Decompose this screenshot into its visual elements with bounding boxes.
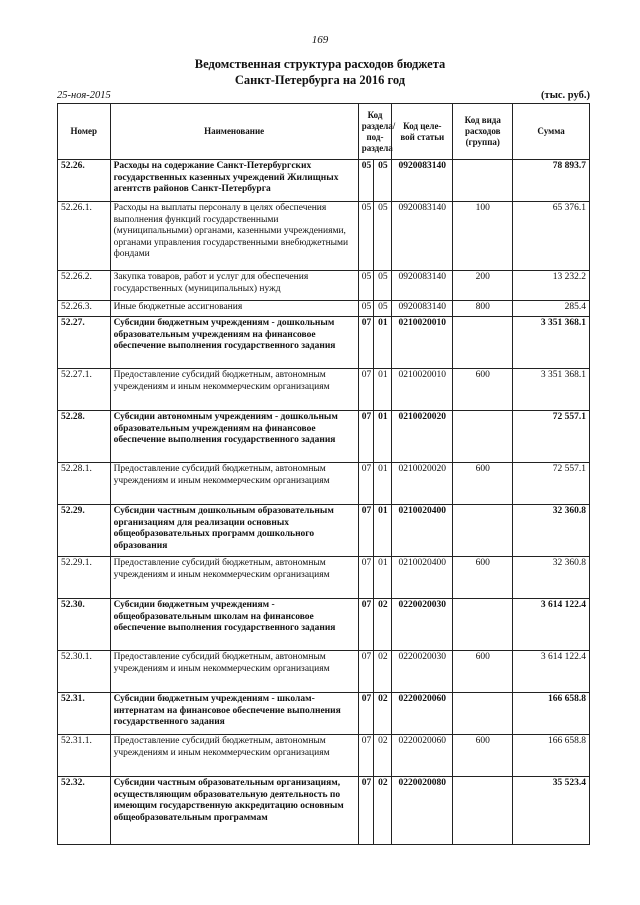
row-target: 0210020400 (392, 557, 453, 599)
row-number: 52.28.1. (58, 463, 111, 505)
row-number: 52.27.1. (58, 369, 111, 411)
title-line-2: Санкт-Петербурга на 2016 год (234, 73, 406, 87)
row-name: Расходы на содержание Санкт-Петербургских государственных казенных учреждений Жилищных агентств районов Санкт-Петербурга (110, 160, 358, 202)
row-type: 600 (453, 735, 513, 777)
row-name: Предоставление субсидий бюджетным, автономным учреждениям и иным некоммерческим организациям (110, 557, 358, 599)
row-sum: 72 557.1 (513, 411, 590, 463)
row-section: 07 (358, 369, 374, 411)
row-target: 0920083140 (392, 301, 453, 317)
row-name: Субсидии бюджетным учреждениям - школам-интернатам на финансовое обеспечение выполнения государственного задания (110, 693, 358, 735)
row-type: 600 (453, 651, 513, 693)
row-target: 0210020400 (392, 505, 453, 557)
row-number: 52.29. (58, 505, 111, 557)
table-row (58, 160, 590, 202)
row-section: 07 (358, 505, 374, 557)
header-sum: Сумма (513, 104, 590, 160)
row-name: Субсидии автономным учреждениям - дошкольным образовательным учреждениям на финансовое обеспечение выполнения государственного задания (110, 411, 358, 463)
row-number: 52.28. (58, 411, 111, 463)
row-target: 0220020030 (392, 651, 453, 693)
table-body (58, 160, 590, 845)
row-section: 07 (358, 411, 374, 463)
row-number: 52.31. (58, 693, 111, 735)
row-number: 52.32. (58, 777, 111, 845)
row-section: 07 (358, 463, 374, 505)
row-subsection: 05 (374, 160, 392, 202)
row-subsection: 01 (374, 557, 392, 599)
row-name: Предоставление субсидий бюджетным, автономным учреждениям и иным некоммерческим организациям (110, 735, 358, 777)
table-row (58, 651, 590, 693)
row-target: 0220020060 (392, 735, 453, 777)
row-subsection: 02 (374, 777, 392, 845)
row-sum: 166 658.8 (513, 735, 590, 777)
header-type: Код вида расходов (группа) (453, 104, 513, 160)
table-row (58, 317, 590, 369)
row-name: Закупка товаров, работ и услуг для обеспечения государственных (муниципальных) нужд (110, 271, 358, 301)
row-type (453, 317, 513, 369)
row-section: 05 (358, 301, 374, 317)
header-target: Код целе- вой статьи (392, 104, 453, 160)
row-sum: 65 376.1 (513, 202, 590, 271)
row-target: 0210020010 (392, 317, 453, 369)
table-row (58, 735, 590, 777)
row-target: 0920083140 (392, 271, 453, 301)
row-sum: 32 360.8 (513, 505, 590, 557)
row-target: 0220020080 (392, 777, 453, 845)
row-subsection: 05 (374, 202, 392, 271)
row-sum: 78 893.7 (513, 160, 590, 202)
row-number: 52.26.3. (58, 301, 111, 317)
row-subsection: 01 (374, 411, 392, 463)
table-row (58, 202, 590, 271)
row-type: 600 (453, 463, 513, 505)
row-sum: 72 557.1 (513, 463, 590, 505)
row-section: 07 (358, 557, 374, 599)
row-type: 100 (453, 202, 513, 271)
row-type: 600 (453, 557, 513, 599)
row-subsection: 05 (374, 271, 392, 301)
row-number: 52.26.2. (58, 271, 111, 301)
row-name: Субсидии частным дошкольным образовательным организациям для реализации основных общеобразовательных программ дошкольного образования (110, 505, 358, 557)
row-number: 52.30.1. (58, 651, 111, 693)
row-name: Субсидии частным образовательным организациям, осуществляющим образовательную деятельность по имеющим государственную аккредитацию основным общеобразовательным программам (110, 777, 358, 845)
row-type (453, 160, 513, 202)
row-section: 07 (358, 735, 374, 777)
table-row (58, 777, 590, 845)
header-number: Номер (58, 104, 111, 160)
row-name: Субсидии бюджетным учреждениям - дошкольным образовательным учреждениям на финансовое обеспечение выполнения государственного задания (110, 317, 358, 369)
table-row (58, 301, 590, 317)
row-sum: 32 360.8 (513, 557, 590, 599)
row-target: 0210020020 (392, 463, 453, 505)
row-subsection: 02 (374, 735, 392, 777)
row-section: 05 (358, 160, 374, 202)
row-section: 07 (358, 317, 374, 369)
row-number: 52.30. (58, 599, 111, 651)
row-type (453, 777, 513, 845)
row-target: 0920083140 (392, 202, 453, 271)
document-date: 25-ноя-2015 (57, 90, 111, 101)
header-name: Наименование (110, 104, 358, 160)
row-subsection: 01 (374, 369, 392, 411)
row-target: 0220020030 (392, 599, 453, 651)
table-row (58, 693, 590, 735)
row-sum: 3 614 122.4 (513, 651, 590, 693)
row-type: 200 (453, 271, 513, 301)
row-name: Предоставление субсидий бюджетным, автономным учреждениям и иным некоммерческим организациям (110, 463, 358, 505)
header-section: Код раздела/ под- раздела (358, 104, 392, 160)
page-number: 169 (311, 34, 329, 46)
row-section: 07 (358, 693, 374, 735)
row-sum: 166 658.8 (513, 693, 590, 735)
row-target: 0920083140 (392, 160, 453, 202)
units-label: (тыс. руб.) (541, 90, 590, 101)
row-target: 0210020020 (392, 411, 453, 463)
row-number: 52.29.1. (58, 557, 111, 599)
row-name: Предоставление субсидий бюджетным, автономным учреждениям и иным некоммерческим организациям (110, 369, 358, 411)
row-sum: 3 351 368.1 (513, 369, 590, 411)
table-row (58, 271, 590, 301)
row-subsection: 02 (374, 693, 392, 735)
row-subsection: 01 (374, 505, 392, 557)
row-subsection: 01 (374, 317, 392, 369)
row-name: Субсидии бюджетным учреждениям - общеобразовательным школам на финансовое обеспечение выполнения государственного задания (110, 599, 358, 651)
document-title (0, 56, 640, 88)
table-header-row (58, 104, 590, 160)
row-section: 07 (358, 651, 374, 693)
row-sum: 3 614 122.4 (513, 599, 590, 651)
row-sum: 13 232.2 (513, 271, 590, 301)
row-section: 05 (358, 202, 374, 271)
row-subsection: 02 (374, 599, 392, 651)
table-row (58, 463, 590, 505)
row-type (453, 599, 513, 651)
row-subsection: 02 (374, 651, 392, 693)
row-section: 07 (358, 777, 374, 845)
table-row (58, 557, 590, 599)
row-name: Расходы на выплаты персоналу в целях обеспечения выполнения функций государственными (муниципальными) органами, казенными учреждениями, органами управления государственными внебюджетными фондами (110, 202, 358, 271)
row-number: 52.27. (58, 317, 111, 369)
row-target: 0220020060 (392, 693, 453, 735)
row-sum: 285.4 (513, 301, 590, 317)
title-line-1: Ведомственная структура расходов бюджета (194, 57, 446, 71)
row-type: 600 (453, 369, 513, 411)
row-type (453, 411, 513, 463)
row-type: 800 (453, 301, 513, 317)
table-row (58, 599, 590, 651)
row-type (453, 505, 513, 557)
row-sum: 3 351 368.1 (513, 317, 590, 369)
row-section: 07 (358, 599, 374, 651)
row-number: 52.26. (58, 160, 111, 202)
table-row (58, 505, 590, 557)
row-sum: 35 523.4 (513, 777, 590, 845)
row-type (453, 693, 513, 735)
row-name: Иные бюджетные ассигнования (110, 301, 358, 317)
row-subsection: 05 (374, 301, 392, 317)
row-section: 05 (358, 271, 374, 301)
table-row (58, 369, 590, 411)
row-number: 52.26.1. (58, 202, 111, 271)
row-subsection: 01 (374, 463, 392, 505)
table-row (58, 411, 590, 463)
budget-table (57, 103, 590, 845)
row-number: 52.31.1. (58, 735, 111, 777)
row-target: 0210020010 (392, 369, 453, 411)
row-name: Предоставление субсидий бюджетным, автономным учреждениям и иным некоммерческим организациям (110, 651, 358, 693)
